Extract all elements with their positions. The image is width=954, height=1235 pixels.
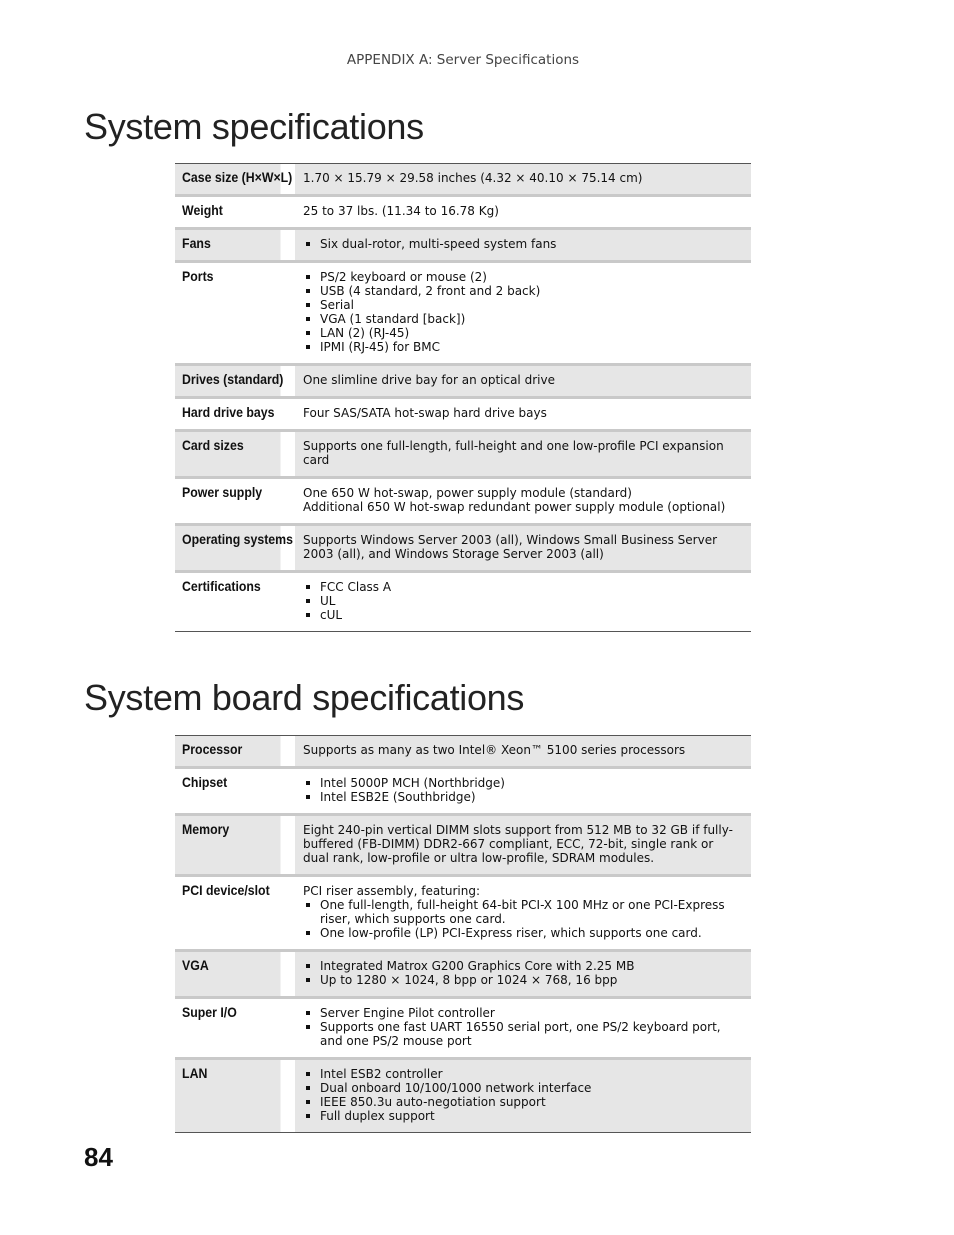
spec-text: One slimline drive bay for an optical drive (303, 373, 555, 387)
system-board-specifications-table (175, 735, 751, 1133)
table-row (175, 815, 751, 876)
list-item: USB (4 standard, 2 front and 2 back) (303, 284, 743, 298)
spec-text: Four SAS/SATA hot-swap hard drive bays (303, 406, 547, 420)
spec-label: Fans (175, 229, 281, 262)
page-number: 84 (84, 1142, 113, 1172)
spec-text: Supports as many as two Intel® Xeon™ 5100 series processors (303, 743, 686, 757)
spec-text: 25 to 37 lbs. (11.34 to 16.78 Kg) (303, 204, 499, 218)
spec-value (295, 951, 751, 998)
table-row (175, 1059, 751, 1133)
spec-line: Additional 650 W hot-swap redundant power supply module (optional) (303, 500, 726, 514)
spec-label: Ports (182, 268, 214, 284)
table-row (175, 229, 751, 262)
list-item: FCC Class A (303, 580, 743, 594)
table-row (175, 478, 751, 525)
spec-value (295, 572, 751, 632)
spec-intro: PCI riser assembly, featuring: (303, 884, 481, 898)
spec-text: 1.70 × 15.79 × 29.58 inches (4.32 × 40.10 × 75.14 cm) (303, 171, 643, 185)
list-item: Serial (303, 298, 743, 312)
list-item: IPMI (RJ-45) for BMC (303, 340, 743, 354)
table-row (175, 262, 751, 365)
spec-value (295, 768, 751, 815)
running-header: APPENDIX A: Server Specifications (346, 52, 580, 68)
spec-value (295, 998, 751, 1059)
list-item: LAN (2) (RJ-45) (303, 326, 743, 340)
spec-value (295, 431, 751, 478)
spec-value (295, 815, 751, 876)
bullet-list (303, 1067, 743, 1123)
list-item: One full-length, full-height 64-bit PCI-X 100 MHz or one PCI-Express riser, which supports one card. (303, 898, 743, 926)
list-item: cUL (303, 608, 743, 622)
spec-label: Memory (175, 815, 281, 876)
spec-value (295, 196, 751, 229)
bullet-list (303, 959, 743, 987)
list-item: PS/2 keyboard or mouse (2) (303, 270, 743, 284)
section-title-system-specifications: System specifications (84, 106, 424, 147)
spec-value (295, 365, 751, 398)
bullet-list (303, 898, 743, 940)
spec-label: Operating systems (175, 525, 281, 572)
spec-value (295, 398, 751, 431)
list-item: Intel 5000P MCH (Northbridge) (303, 776, 743, 790)
list-item: IEEE 850.3u auto-negotiation support (303, 1095, 743, 1109)
spec-value (295, 525, 751, 572)
spec-value (295, 736, 751, 768)
table-row (175, 736, 751, 768)
spec-text: Supports one full-length, full-height and one low-profile PCI expansion card (303, 439, 724, 467)
spec-line: One 650 W hot-swap, power supply module (standard) (303, 486, 632, 500)
spec-value (295, 876, 751, 951)
list-item: Integrated Matrox G200 Graphics Core with 2.25 MB (303, 959, 743, 973)
bullet-list (303, 776, 743, 804)
table-row (175, 768, 751, 815)
list-item: Supports one fast UART 16550 serial port, one PS/2 keyboard port, and one PS/2 mouse port (303, 1020, 743, 1048)
spec-label: VGA (175, 951, 281, 998)
section-title-system-board-specifications: System board specifications (84, 677, 525, 718)
bullet-list (303, 580, 743, 622)
spec-value (295, 478, 751, 525)
spec-text: Eight 240-pin vertical DIMM slots support from 512 MB to 32 GB if fully-buffered (FB-DIMM) DDR2-667 compliant, ECC, 72-bit, single rank or dual rank, low-profile or ultra low-profile, SDRAM modules. (303, 823, 733, 865)
spec-label: LAN (175, 1059, 281, 1133)
spec-label: Power supply (182, 484, 263, 500)
spec-label: Processor (175, 736, 281, 768)
table-row (175, 365, 751, 398)
list-item: Full duplex support (303, 1109, 743, 1123)
spec-value (295, 262, 751, 365)
list-item: UL (303, 594, 743, 608)
table-row (175, 431, 751, 478)
list-item: One low-profile (LP) PCI-Express riser, which supports one card. (303, 926, 743, 940)
list-item: VGA (1 standard [back]) (303, 312, 743, 326)
bullet-list (303, 270, 743, 354)
spec-label: Hard drive bays (182, 404, 275, 420)
table-row (175, 196, 751, 229)
bullet-list (303, 1006, 743, 1048)
table-row (175, 951, 751, 998)
list-item: Dual onboard 10/100/1000 network interface (303, 1081, 743, 1095)
spec-label: Certifications (182, 578, 261, 594)
table-row (175, 572, 751, 632)
list-item: Intel ESB2E (Southbridge) (303, 790, 743, 804)
spec-value (295, 164, 751, 196)
table-row (175, 876, 751, 951)
spec-label: Chipset (182, 774, 228, 790)
spec-label: Case size (H×W×L) (175, 164, 281, 196)
table-row (175, 525, 751, 572)
list-item: Six dual-rotor, multi-speed system fans (303, 237, 743, 251)
spec-label: PCI device/slot (182, 882, 270, 898)
spec-value (295, 1059, 751, 1133)
table-row (175, 164, 751, 196)
spec-text: Supports Windows Server 2003 (all), Windows Small Business Server 2003 (all), and Windows Storage Server 2003 (all) (303, 533, 718, 561)
table-row (175, 398, 751, 431)
spec-label: Super I/O (182, 1004, 237, 1020)
list-item: Server Engine Pilot controller (303, 1006, 743, 1020)
spec-value (295, 229, 751, 262)
spec-label: Card sizes (175, 431, 281, 478)
spec-label: Drives (standard) (175, 365, 281, 398)
list-item: Intel ESB2 controller (303, 1067, 743, 1081)
bullet-list (303, 237, 743, 251)
spec-label: Weight (182, 202, 223, 218)
table-row (175, 998, 751, 1059)
system-specifications-table (175, 163, 751, 632)
list-item: Up to 1280 × 1024, 8 bpp or 1024 × 768, 16 bpp (303, 973, 743, 987)
